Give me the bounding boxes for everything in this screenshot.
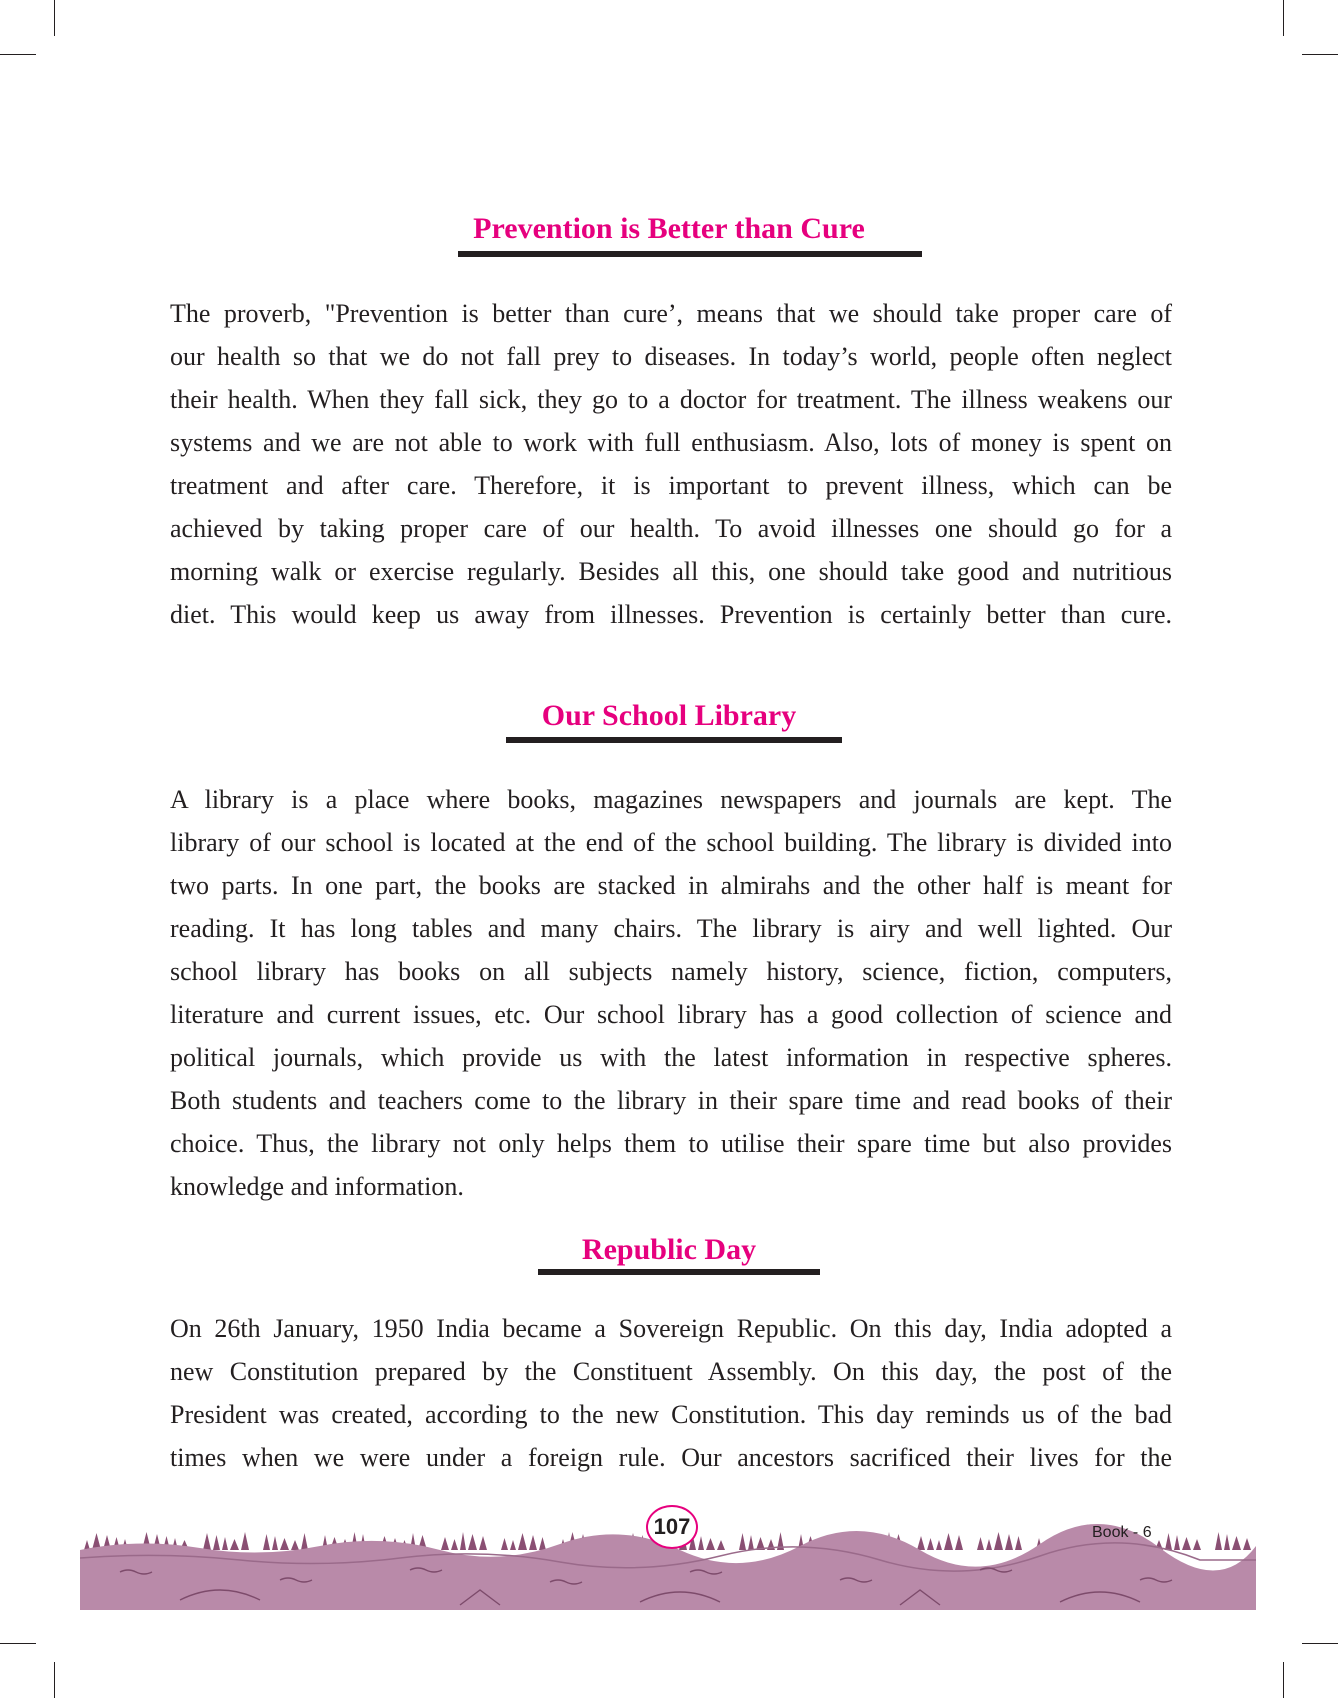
tree-icon — [518, 1533, 527, 1550]
tree-icon — [927, 1538, 934, 1550]
tree-icon — [706, 1538, 715, 1550]
text-line: The proverb, "Prevention is better than cure’, means that we should take proper care of — [170, 299, 1172, 328]
text-line: Both students and teachers come to the library in their spare time and read books of their — [170, 1086, 1172, 1115]
tree-icon — [479, 1536, 487, 1550]
tree-icon — [977, 1537, 984, 1550]
tree-icon — [748, 1535, 754, 1550]
tree-icon — [717, 1540, 725, 1550]
crop-mark — [0, 54, 36, 55]
text-line: reading. It has long tables and many chairs. The library is airy and well lighted. Our — [170, 914, 1172, 943]
crop-mark — [1302, 54, 1338, 55]
text-line: new Constitution prepared by the Constituent Assembly. On this day, the post of the — [170, 1357, 1172, 1386]
tree-icon — [1165, 1533, 1172, 1550]
crop-mark — [1302, 1643, 1338, 1644]
title-underline — [538, 1269, 820, 1275]
paragraph-library — [170, 778, 1172, 1208]
crop-mark — [0, 1643, 36, 1644]
tree-icon — [1182, 1537, 1191, 1550]
tree-icon — [986, 1539, 992, 1550]
tree-icon — [272, 1536, 278, 1550]
paragraph-prevention — [170, 292, 1172, 636]
section-title-library: Our School Library — [541, 699, 797, 732]
tree-icon — [451, 1539, 458, 1550]
text-line: political journals, which provide us with the latest information in respective spheres. — [170, 1043, 1172, 1072]
tree-icon — [263, 1534, 270, 1550]
text-line: A library is a place where books, magazines newspapers and journals are kept. The — [170, 785, 1172, 814]
section-title-republic-day: Republic Day — [581, 1233, 757, 1266]
text-line: times when we were under a foreign rule. Our ancestors sacrificed their lives for the — [170, 1443, 1172, 1472]
text-line: choice. Thus, the library not only helps them to utilise their spare time but also provides — [170, 1129, 1172, 1158]
tree-icon — [222, 1537, 228, 1550]
text-line: achieved by taking proper care of our health. To avoid illnesses one should go for a — [170, 514, 1172, 543]
tree-icon — [510, 1540, 516, 1550]
text-line: two parts. In one part, the books are stacked in almirahs and the other half is meant for — [170, 871, 1172, 900]
tree-icon — [994, 1532, 1003, 1550]
page-number: 107 — [646, 1505, 698, 1549]
tree-icon — [230, 1539, 239, 1550]
tree-icon — [1243, 1538, 1251, 1550]
text-line: systems and we are not able to work with full enthusiasm. Also, lots of money is spent on — [170, 428, 1172, 457]
tree-icon — [955, 1535, 963, 1550]
tree-icon — [539, 1537, 546, 1550]
text-line: literature and current issues, etc. Our school library has a good collection of science and — [170, 1000, 1172, 1029]
text-line: library of our school is located at the end of the school building. The library is divided into — [170, 828, 1172, 857]
tree-icon — [1224, 1534, 1230, 1550]
text-line: their health. When they fall sick, they go to a doctor for treatment. The illness weakens our — [170, 385, 1172, 414]
crop-mark — [54, 1662, 55, 1698]
text-line: President was created, according to the new Constitution. This day reminds us of the bad — [170, 1400, 1172, 1429]
crop-mark — [54, 0, 55, 36]
tree-icon — [468, 1534, 477, 1550]
text-line: morning walk or exercise regularly. Besides all this, one should take good and nutritious — [170, 557, 1172, 586]
tree-icon — [917, 1536, 925, 1550]
tree-icon — [241, 1532, 249, 1550]
tree-icon — [1232, 1536, 1241, 1550]
crop-mark — [1283, 0, 1284, 36]
tree-icon — [1015, 1536, 1022, 1550]
tree-icon — [698, 1536, 704, 1550]
tree-icon — [936, 1540, 942, 1550]
text-line: our health so that we do not fall prey to diseases. In today’s world, people often neglect — [170, 342, 1172, 371]
tree-icon — [291, 1540, 299, 1550]
text-line: school library has books on all subjects namely history, science, fiction, computers, — [170, 957, 1172, 986]
tree-icon — [944, 1533, 953, 1550]
tree-icon — [460, 1532, 466, 1550]
crop-mark — [1283, 1662, 1284, 1698]
tree-icon — [1174, 1535, 1180, 1550]
text-line: knowledge and information. — [170, 1172, 464, 1201]
title-underline — [458, 251, 922, 257]
paragraph-republic-day — [170, 1307, 1172, 1479]
tree-icon — [441, 1537, 449, 1550]
tree-icon — [1215, 1532, 1222, 1550]
tree-icon — [280, 1538, 289, 1550]
text-line: treatment and after care. Therefore, it is important to prevent illness, which can be — [170, 471, 1172, 500]
section-title-prevention: Prevention is Better than Cure — [473, 212, 865, 245]
tree-icon — [301, 1533, 308, 1550]
tree-icon — [739, 1533, 746, 1550]
text-line: On 26th January, 1950 India became a Sovereign Republic. On this day, India adopted a — [170, 1314, 1172, 1343]
title-underline — [506, 737, 842, 743]
tree-icon — [213, 1535, 220, 1550]
tree-icon — [1193, 1539, 1201, 1550]
text-line: diet. This would keep us away from illnesses. Prevention is certainly better than cure. — [170, 600, 1172, 629]
tree-icon — [501, 1538, 508, 1550]
tree-icon — [203, 1533, 211, 1550]
book-label: Book - 6 — [1092, 1524, 1152, 1541]
tree-icon — [1005, 1534, 1013, 1550]
tree-icon — [529, 1535, 537, 1550]
